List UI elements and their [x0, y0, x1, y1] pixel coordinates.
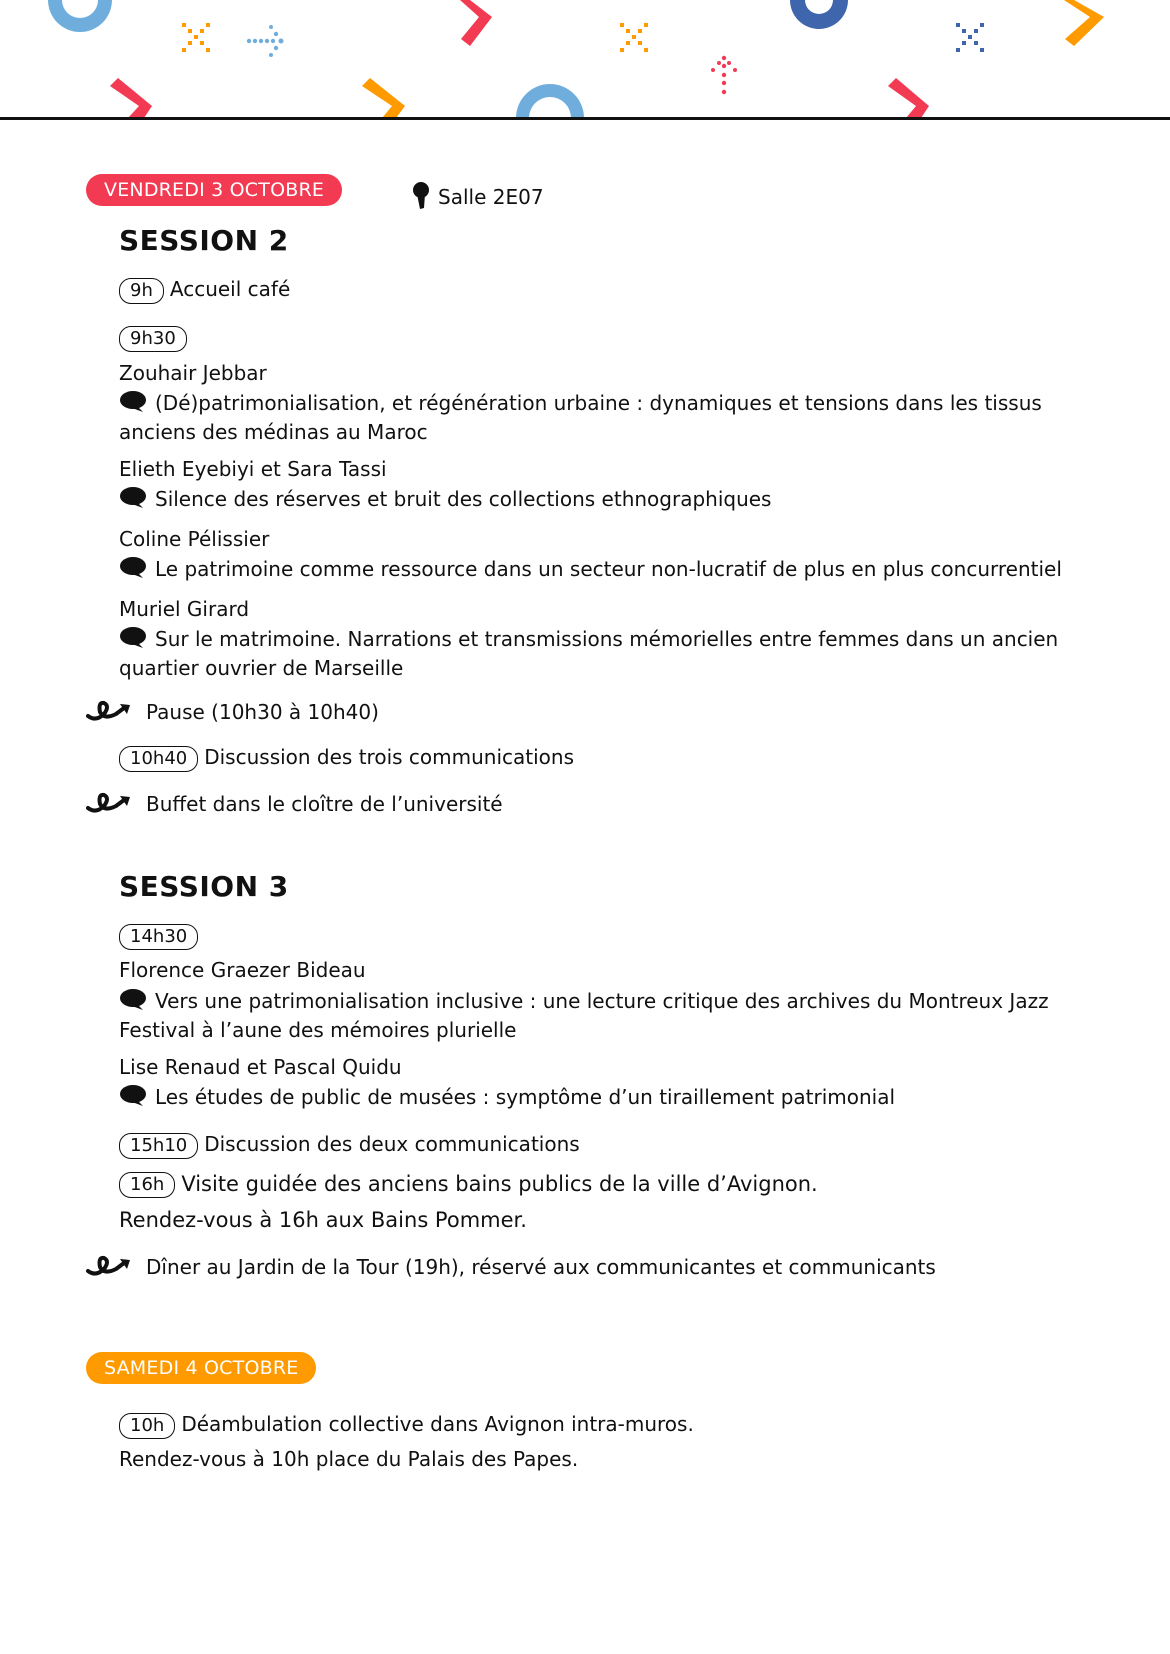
item-text: Déambulation collective dans Avignon intra-muros. — [181, 1412, 694, 1436]
dotted-arrow-right-shape — [247, 25, 284, 57]
talk-title: Le patrimoine comme ressource dans un secteur non-lucratif de plus en plus concurrentiel — [119, 556, 1119, 585]
schedule-item — [119, 923, 204, 950]
item-text-continued: Rendez-vous à 10h place du Palais des Papes. — [119, 1447, 579, 1471]
speaker-name: Coline Pélissier — [119, 527, 270, 551]
talk-title: Sur le matrimoine. Narrations et transmissions mémorielles entre femmes dans un ancien quartier ouvrier de Marseille — [119, 627, 1059, 680]
break-item: Dîner au Jardin de la Tour (19h), réservé aux communicantes et communicants — [86, 1255, 936, 1282]
curl-arrow-icon — [86, 792, 134, 819]
schedule-item — [119, 1132, 580, 1159]
day-badge-friday: VENDREDI 3 OCTOBRE — [86, 174, 342, 206]
session-title: SESSION 3 — [119, 870, 289, 903]
chevron-shape — [362, 78, 405, 118]
schedule-item — [119, 745, 574, 772]
talk-title: Les études de public de musées : symptôme d’un tiraillement patrimonial — [119, 1084, 1059, 1113]
time-badge: 14h30 — [119, 924, 198, 950]
talk-title: Silence des réserves et bruit des collections ethnographiques — [119, 486, 1059, 515]
header-decoration — [0, 0, 1170, 122]
pin-icon — [412, 182, 430, 215]
item-text: Visite guidée des anciens bains publics de la ville d’Avignon. — [181, 1172, 818, 1196]
chevron-shape — [1064, 0, 1104, 46]
speech-bubble-icon — [119, 627, 147, 655]
item-text-continued: Rendez-vous à 16h aux Bains Pommer. — [119, 1208, 527, 1232]
dotted-x-shape — [956, 23, 984, 52]
session-title: SESSION 2 — [119, 224, 289, 257]
dotted-x-shape — [620, 23, 648, 52]
talk-title: Vers une patrimonialisation inclusive : une lecture critique des archives du Montreux Jazz Festival à l’aune des mémoires plurielle — [119, 989, 1049, 1042]
dotted-arrow-up-shape — [711, 56, 737, 94]
speaker-name: Muriel Girard — [119, 597, 250, 621]
speech-bubble-icon — [119, 487, 147, 515]
location — [412, 182, 544, 215]
speaker-name: Zouhair Jebbar — [119, 361, 267, 385]
talk-title: (Dé)patrimonialisation, et régénération urbaine : dynamiques et tensions dans les tissus anciens des médinas au Maroc — [119, 391, 1042, 444]
chevron-shape — [888, 78, 929, 118]
dotted-x-shape — [182, 23, 210, 52]
header-rule — [0, 117, 1170, 120]
chevron-shape — [110, 78, 152, 118]
day-badge-saturday: SAMEDI 4 OCTOBRE — [86, 1352, 316, 1384]
time-badge: 10h — [119, 1413, 175, 1439]
speech-bubble-icon — [119, 391, 147, 419]
half-ring-shape — [516, 84, 584, 118]
schedule-item — [119, 1172, 818, 1198]
curl-arrow-icon — [86, 700, 134, 727]
time-badge: 9h30 — [119, 326, 187, 352]
schedule-item — [119, 1412, 694, 1439]
ring-shape — [790, 0, 848, 29]
speaker-name: Elieth Eyebiyi et Sara Tassi — [119, 457, 387, 481]
curl-arrow-icon — [86, 1255, 134, 1282]
chevron-shape — [460, 0, 492, 46]
time-badge: 9h — [119, 278, 164, 304]
break-item: Buffet dans le cloître de l’université — [86, 792, 503, 819]
break-item: Pause (10h30 à 10h40) — [86, 700, 379, 727]
speaker-name: Lise Renaud et Pascal Quidu — [119, 1055, 402, 1079]
ring-shape — [48, 0, 112, 32]
schedule-item — [119, 325, 193, 352]
speech-bubble-icon — [119, 989, 147, 1017]
speaker-name: Florence Graezer Bideau — [119, 958, 366, 982]
time-badge: 10h40 — [119, 746, 198, 772]
schedule-item — [119, 277, 290, 304]
location-label: Salle 2E07 — [438, 185, 544, 209]
item-text: Discussion des deux communications — [204, 1132, 580, 1156]
speech-bubble-icon — [119, 557, 147, 585]
time-badge: 16h — [119, 1172, 175, 1198]
item-text: Accueil café — [169, 277, 291, 301]
speech-bubble-icon — [119, 1085, 147, 1113]
time-badge: 15h10 — [119, 1133, 198, 1159]
item-text: Discussion des trois communications — [204, 745, 574, 769]
